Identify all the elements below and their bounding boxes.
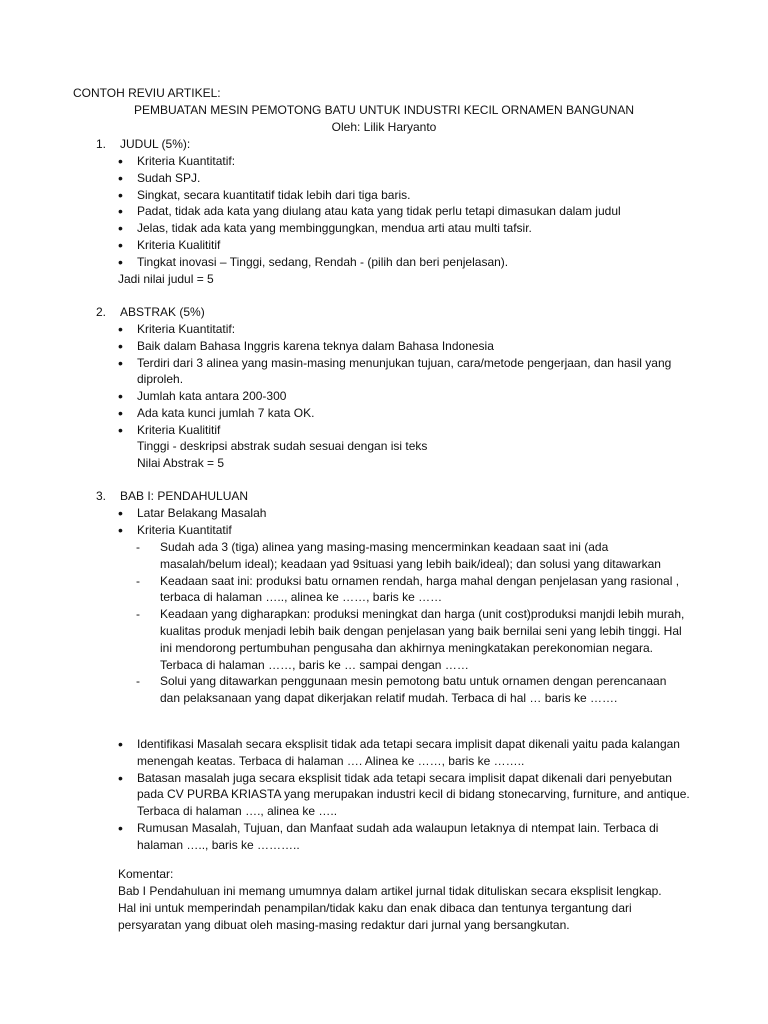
list-item: • Baik dalam Bahasa Inggris karena teknya dalam Bahasa Indonesia <box>118 338 693 355</box>
bab1-criteria-list-2 <box>118 736 693 854</box>
list-item: • Identifikasi Masalah secara eksplisit tidak ada tetapi secara implisit dapat dikenali yaitu pada kalangan menengah keatas. Terbaca di halaman …. Alinea ke ……, baris ke …….. <box>118 736 693 770</box>
list-item: • Terdiri dari 3 alinea yang masin-masing menunjukan tujuan, cara/metode pengerjaan, dan hasil yang diproleh. <box>118 355 693 389</box>
abstrak-criteria-list <box>118 321 693 439</box>
judul-score: Jadi nilai judul = 5 <box>118 272 214 286</box>
bab1-sub-list <box>136 539 686 707</box>
list-item: • Latar Belakang Masalah <box>118 505 698 522</box>
section-title: ABSTRAK (5%) <box>120 305 205 319</box>
list-item: • Rumusan Masalah, Tujuan, dan Manfaat sudah ada walaupun letaknya di ntempat lain. Terbaca di halaman ….., baris ke ……….. <box>118 820 693 854</box>
abstrak-description: Tinggi - deskripsi abstrak sudah sesuai dengan isi teks <box>137 439 428 453</box>
judul-criteria-list <box>118 153 698 271</box>
list-item: • Tingkat inovasi – Tinggi, sedang, Rendah - (pilih dan beri penjelasan). <box>118 254 698 271</box>
section-number: 2. <box>96 305 107 319</box>
section-number: 3. <box>96 489 107 503</box>
author-line: Oleh: Lilik Haryanto <box>331 120 437 134</box>
section-title: BAB I: PENDAHULUAN <box>120 489 249 503</box>
list-item: • Ada kata kunci jumlah 7 kata OK. <box>118 405 693 422</box>
article-title: PEMBUATAN MESIN PEMOTONG BATU UNTUK INDUSTRI KECIL ORNAMEN BANGUNAN <box>133 103 635 117</box>
page-heading: CONTOH REVIU ARTIKEL: <box>73 86 221 100</box>
list-item: • Padat, tidak ada kata yang diulang atau kata yang tidak perlu tetapi dimasukan dalam judul <box>118 203 698 220</box>
section-title: JUDUL (5%): <box>120 137 191 151</box>
list-item: • Kriteria Kualititif <box>118 237 698 254</box>
list-item: • Kriteria Kuantitatif: <box>118 153 698 170</box>
list-item: • Kriteria Kualititif <box>118 422 693 439</box>
list-item: • Jumlah kata antara 200-300 <box>118 388 693 405</box>
list-item: • Batasan masalah juga secara eksplisit tidak ada tetapi secara implisit dapat dikenali dari penyebutan pada CV PURBA KRIASTA yang merupakan industri kecil di bidang stonecarving, furniture, and antique. Terbaca di halaman …., alinea ke ….. <box>118 770 693 820</box>
list-item: • Singkat, secara kuantitatif tidak lebih dari tiga baris. <box>118 187 698 204</box>
sub-list-item: - Keadaan yang digharapkan: produksi meningkat dan harga (unit cost)produksi manjdi lebih murah, kualitas produk menjadi lebih baik dengan penjelasan yang baik bernilai seni yang lebih tinggi. Hal ini mendorong pertumbuhan pengusaha dan akhirnya meningkatakan perekonomian negara. Terbaca di halaman ……, baris ke … sampai dengan …… <box>136 606 686 673</box>
abstrak-score: Nilai Abstrak = 5 <box>137 456 225 470</box>
sub-list-item: - Sudah ada 3 (tiga) alinea yang masing-masing mencerminkan keadaan saat ini (ada masalah/belum ideal); keadaan yad 9situasi yang lebih baik/ideal); dan solusi yang ditawarkan <box>136 539 686 573</box>
section-number: 1. <box>96 137 107 151</box>
sub-list-item: - Keadaan saat ini: produksi batu ornamen rendah, harga mahal dengan penjelasan yang rasional , terbaca di halaman ….., alinea ke ……, baris ke …… <box>136 573 686 607</box>
list-item: • Kriteria Kuantitatif: <box>118 321 693 338</box>
list-item: • Jelas, tidak ada kata yang membinggungkan, mendua arti atau multi tafsir. <box>118 220 698 237</box>
komentar-label: Komentar: <box>118 867 174 881</box>
komentar-text: Bab I Pendahuluan ini memang umumnya dalam artikel jurnal tidak dituliskan secara eksplisit lengkap. Hal ini untuk memperindah penampilan/tidak kaku dan enak dibaca dan tentunya tergantung dari persyaratan yang dibuat oleh masing-masing redaktur dari jurnal yang bersangkutan. <box>118 884 662 932</box>
list-item: • Sudah SPJ. <box>118 170 698 187</box>
bab1-criteria-list <box>118 505 698 539</box>
list-item: • Kriteria Kuantitatif <box>118 522 698 539</box>
sub-list-item: - Solui yang ditawarkan penggunaan mesin pemotong batu untuk ornamen dengan perencanaan dan pelaksanaan yang dapat dikerjakan relatif mudah. Terbaca di hal … baris ke ……. <box>136 673 686 707</box>
